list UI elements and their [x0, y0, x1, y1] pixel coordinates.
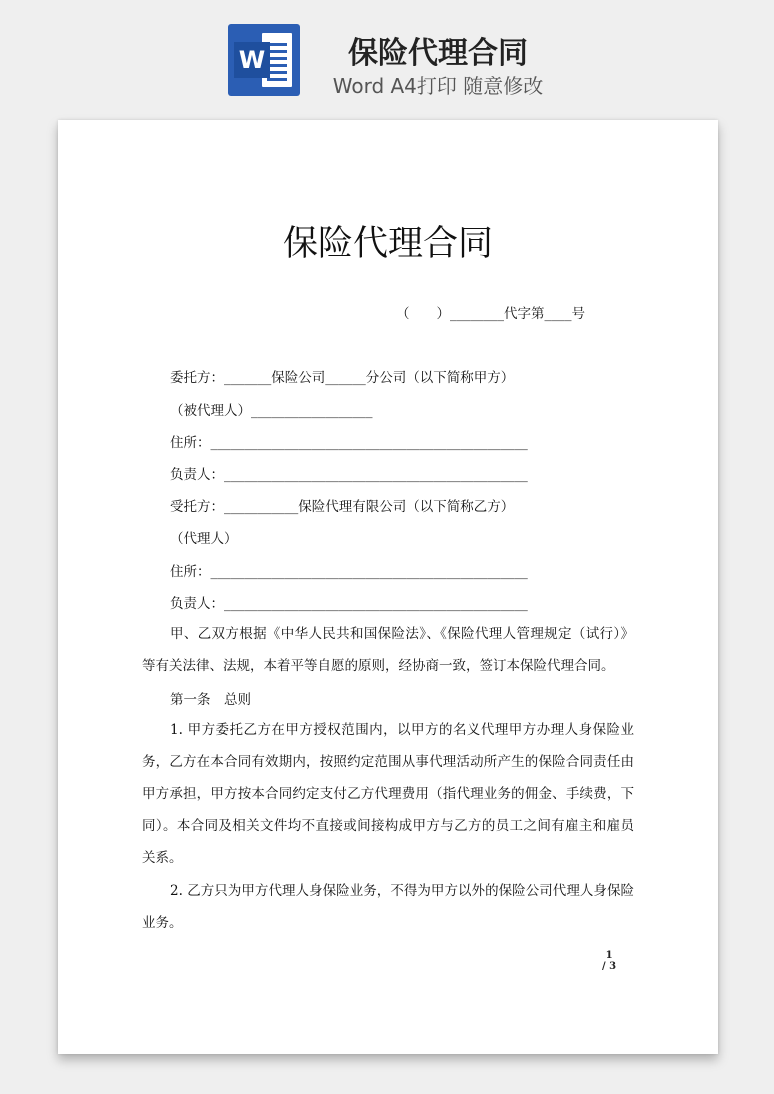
contract-number-line: （ ）________代字第____号	[396, 306, 585, 322]
intro-paragraph: 甲、乙双方根据《中华人民共和国保险法》、《保险代理人管理规定（试行）》等有关法律、法规，本着平等自愿的原则，经协商一致，签订本保险代理合同。	[142, 626, 634, 674]
banner-subtitle: Word A4打印 随意修改	[332, 74, 544, 98]
principal-line: （被代理人）__________________	[170, 403, 373, 419]
banner-title: 保险代理合同	[348, 36, 528, 71]
clause-2: 2. 乙方只为甲方代理人身保险业务，不得为甲方以外的保险公司代理人身保险业务。	[142, 883, 634, 931]
page-number	[602, 950, 616, 972]
client-line: 委托方：_______保险公司______分公司（以下简称甲方）	[170, 370, 515, 386]
clause-1: 1. 甲方委托乙方在甲方授权范围内，以甲方的名义代理甲方办理人身保险业务，乙方在本合同有效期内，按照约定范围从事代理活动所产生的保险合同责任由甲方承担，甲方按本合同约定支付乙方代理费用（指代理业务的佣金、手续费，下同）。本合同及相关文件均不直接或间接构成甲方与乙方的员工之间有雇主和雇员关系。	[142, 722, 634, 866]
page-total: / 3	[602, 961, 617, 972]
page-current: 1	[605, 950, 613, 961]
document-page	[58, 120, 718, 1054]
agent-label-line: （代理人）	[170, 531, 238, 547]
client-manager-line: 负责人：_____________________________________________	[170, 467, 528, 483]
agent-manager-line: 负责人：_____________________________________________	[170, 596, 528, 612]
document-title: 保险代理合同	[282, 224, 493, 264]
client-address-line: 住所：_______________________________________________	[170, 435, 528, 451]
header-banner	[0, 0, 774, 110]
agent-line: 受托方：___________保险代理有限公司（以下简称乙方）	[170, 499, 515, 515]
word-badge: W	[234, 42, 270, 78]
word-document-icon	[228, 24, 300, 96]
agent-address-line: 住所：_______________________________________________	[170, 564, 528, 580]
article-heading: 第一条 总则	[170, 692, 251, 708]
